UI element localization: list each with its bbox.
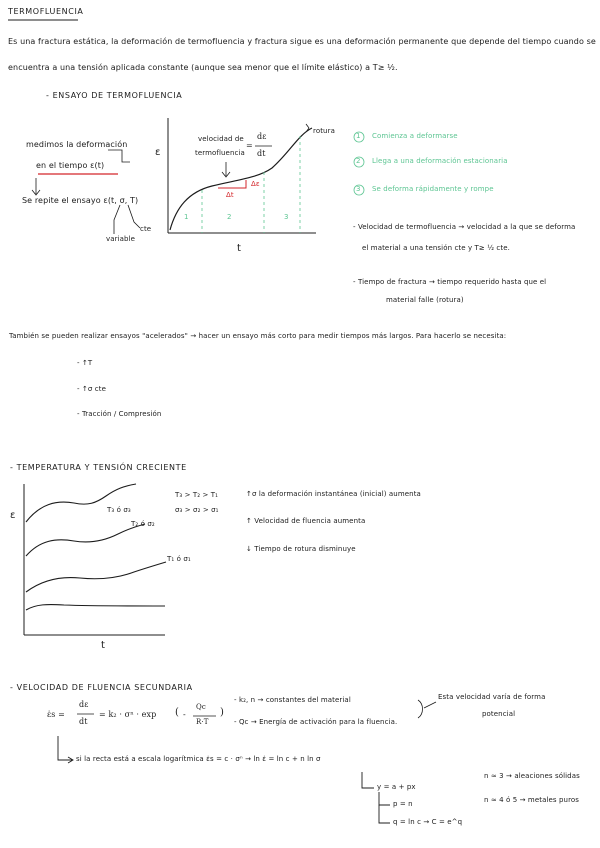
list-item-temperature: - ↑T	[77, 359, 93, 367]
velocity-frac-num: dε	[257, 132, 267, 141]
potential-note-2: potencial	[482, 710, 516, 718]
velocity-label-2: termofluencia	[195, 149, 245, 157]
hook-arrow-y	[362, 772, 374, 788]
curve-label-1: T₁ ó σ₁	[167, 555, 191, 563]
rate-eq-mid: = k₂ · σⁿ · exp	[99, 710, 157, 719]
note-connector	[108, 150, 130, 162]
section-heading-temp-stress: - TEMPERATURA Y TENSIÓN CRECIENTE	[10, 463, 187, 472]
stage-label-3: 3	[284, 213, 289, 221]
stress-order: σ₃ > σ₂ > σ₁	[175, 506, 219, 514]
graph2-x-label: t	[101, 640, 106, 651]
stage-1-circle-shape	[354, 132, 364, 142]
graph2-y-label: ε	[10, 510, 16, 521]
n4-note: n ≈ 4 ó 5 → metales puros	[484, 796, 580, 804]
left-note-line-2: en el tiempo ε(t)	[36, 161, 105, 170]
brace-arrow	[424, 702, 436, 708]
stage-1-circle: 1	[356, 132, 361, 140]
n3-note: n ≈ 3 → aleaciones sólidas	[484, 772, 580, 780]
rupture-note-line-1: - Tiempo de fractura → tiempo requerido hasta que el	[353, 278, 547, 286]
curve-label-2: T₂ ó σ₂	[131, 520, 155, 528]
slope-eq: p = n	[393, 800, 413, 808]
stage-3-circle: 3	[356, 185, 361, 193]
stage-3-text: Se deforma rápidamente y rompe	[372, 185, 494, 193]
section-heading-secondary-rate: - VELOCIDAD DE FLUENCIA SECUNDARIA	[10, 683, 193, 692]
repeat-test-line: Se repite el ensayo ε(t, σ, T)	[22, 196, 139, 205]
stage-3-circle-shape	[354, 185, 364, 195]
curve-low	[26, 562, 166, 592]
list-item-stress: - ↑σ cte	[77, 385, 106, 393]
velocity-frac-den: dt	[257, 149, 266, 158]
rate-eq-exp-den: R·T	[196, 718, 209, 726]
curve-mid	[26, 524, 145, 556]
stage-label-2: 2	[227, 213, 232, 221]
curve-high	[26, 484, 136, 522]
stage-1-text: Comienza a deformarse	[372, 132, 458, 140]
intro-line-2: encuentra a una tensión aplicada constante (aunque sea menor que el límite elástico) a T≥ ½.	[8, 63, 398, 72]
delta-t-label: Δt	[226, 191, 234, 199]
velocity-note-line-2: el material a una tensión cte y T≥ ½ cte.	[362, 244, 510, 252]
intercept-eq: q = ln c → C = e^q	[393, 818, 463, 826]
graph1-x-label: t	[237, 243, 242, 254]
param-branch-left	[114, 205, 120, 234]
rate-eq-frac-den: dt	[79, 717, 88, 726]
effect-rupture-time: ↓ Tiempo de rotura disminuye	[246, 545, 356, 553]
creep-curve	[170, 128, 312, 230]
hook-arrow-p	[379, 792, 390, 805]
linear-eq: y = a + px	[377, 783, 416, 791]
hook-arrow-q	[379, 805, 390, 823]
page-title: TERMOFLUENCIA	[8, 7, 84, 16]
rate-eq-frac-num: dε	[79, 700, 89, 709]
velocity-label-1: velocidad de	[198, 135, 244, 143]
param-branch-right	[128, 205, 140, 228]
potential-note-1: Esta velocidad varía de forma	[438, 693, 546, 701]
rate-eq-minus: -	[183, 710, 186, 719]
effect-creep-rate: ↑ Velocidad de fluencia aumenta	[246, 517, 366, 525]
rupture-label: rotura	[313, 127, 335, 135]
velocity-equals: =	[246, 141, 253, 150]
rupture-note-line-2: material falle (rotura)	[386, 296, 464, 304]
rate-eq-paren-close: )	[220, 707, 225, 718]
variable-label: variable	[106, 235, 136, 243]
intro-line-1: Es una fractura estática, la deformación de termofluencia y fractura sigue es una deformación permanente que depende del tiempo cuando se	[8, 37, 596, 46]
brace	[418, 700, 423, 718]
log-scale-line: si la recta está a escala logarítmica ε̇s = c · σⁿ → ln ε̇ = ln c + n ln σ	[76, 755, 321, 763]
stage-2-text: Llega a una deformación estacionaria	[372, 157, 508, 165]
delta-epsilon-label: Δε	[251, 180, 260, 188]
stage-2-circle-shape	[354, 157, 364, 167]
left-note-line-1: medimos la deformación	[26, 140, 128, 149]
log-hook-arrow	[58, 736, 72, 760]
velocity-note-line-1: - Velocidad de termofluencia → velocidad a la que se deforma	[353, 223, 576, 231]
rate-eq-exp-num: Qc	[196, 703, 206, 711]
stage-label-1: 1	[184, 213, 189, 221]
temperature-order: T₃ > T₂ > T₁	[175, 491, 219, 499]
accelerated-tests-line: También se pueden realizar ensayos "acelerados" → hacer un ensayo más corto para medir tiempos más largos. Para hacerlo se necesita:	[9, 332, 507, 340]
rate-eq-lhs: ε̇s =	[47, 710, 65, 719]
rate-eq-paren-open: (	[175, 707, 180, 718]
effect-instant-deformation: ↑σ la deformación instantánea (inicial) aumenta	[246, 490, 421, 498]
graph1-y-label: ε	[155, 147, 161, 158]
curve-baseline	[26, 605, 165, 610]
stage-2-circle: 2	[356, 157, 361, 165]
const-label: cte	[140, 225, 152, 233]
k2-note: - k₂, n → constantes del material	[234, 696, 351, 704]
section-heading-creep-test: - ENSAYO DE TERMOFLUENCIA	[46, 91, 183, 100]
list-item-traction: - Tracción / Compresión	[77, 410, 162, 418]
qc-note: - Qc → Energía de activación para la fluencia.	[234, 718, 398, 726]
curve-label-3: T₃ ó σ₃	[107, 506, 131, 514]
